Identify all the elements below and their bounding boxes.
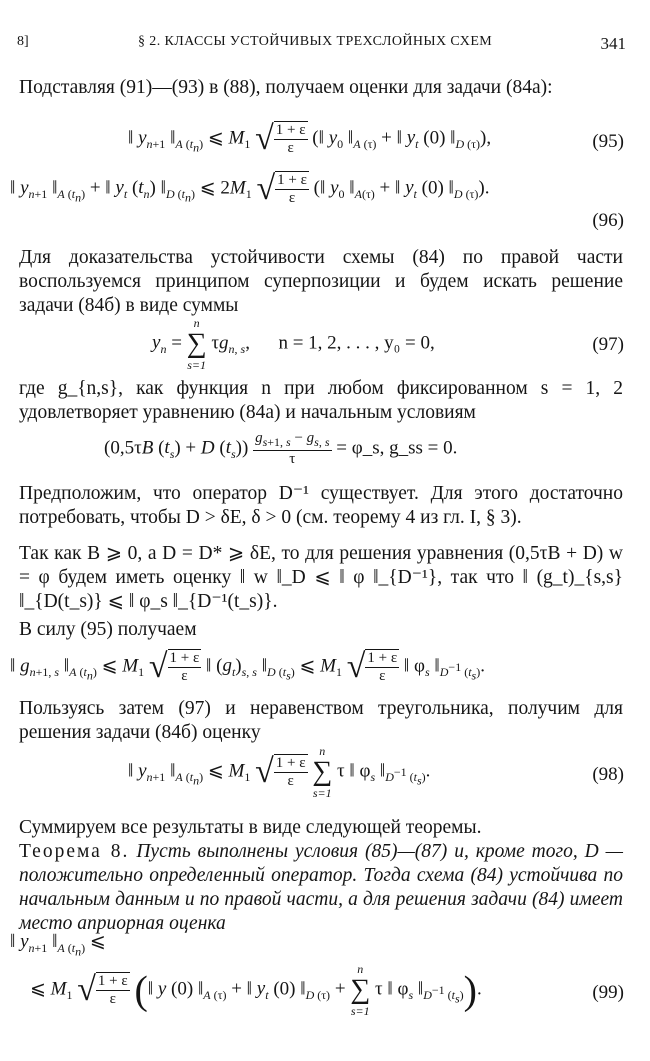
paragraph-estimate: Так как B ⩾ 0, а D = D* ⩾ δE, то для решения уравнения (0,5τB + D) w = φ будем иметь оценку ‖ w ‖_D ⩽ ‖ φ ‖_{D⁻¹}, так что ‖ (g_t)_{s,s} ‖_{D(t_s)} ⩽ ‖ φ_s ‖_{D⁻¹(t_s)}. xyxy=(19,543,623,612)
running-header: § 2. КЛАССЫ УСТОЙЧИВЫХ ТРЕХСЛОЙНЫХ СХЕМ xyxy=(138,34,493,49)
paragraph-summary: Суммируем все результаты в виде следующей теоремы. xyxy=(19,817,482,838)
equation-97: $y_n$ = n ∑ s=1 $\tau g_{n, s}$, n = 1, 2, . . . , y₀ = 0, xyxy=(152,316,435,372)
equation-99: ⩽ $M_1$ √ $\frac{1 + \varepsilon}{\varepsilon}$ (‖ y (0) $‖_{A (\tau)}$ + ‖ $y_t$ (0) $‖_{D (\tau)}$ + n ∑ s=1 τ ‖ $\varphi_s$ $‖_{D^{-1} (t_s)}$). xyxy=(30,962,482,1018)
theorem-text: Пусть выполнены условия (85)—(87) и, кроме того, D — положительно определенный оператор. Тогда схема (84) устойчива по начальным данным и по правой части, а для решения задачи (84) имеет место априорная оценка xyxy=(19,841,624,934)
paragraph-triangle-inequality: Пользуясь затем (97) и неравенством треугольника, получим для решения задачи (84б) оценку xyxy=(19,698,623,743)
equation-97-tail: n = 1, 2, . . . , y₀ = 0, xyxy=(278,332,435,354)
paragraph-substitution: Подставляя (91)—(93) в (88), получаем оценки для задачи (84а): xyxy=(19,77,553,98)
paragraph-g-definition: где g_{n,s}, как функция n при любом фиксированном s = 1, 2 удовлетворяет уравнению (84а) и начальным условиям xyxy=(19,378,623,423)
equation-99-first-line: ‖ $y_{n+1}$ $‖_{A (t_n)}$ ⩽ xyxy=(10,931,106,959)
equation-98-number: (98) xyxy=(592,764,624,785)
equation-95: ‖ $y_{n+1}$ $‖_{A (t_n)}$ ⩽ $M_1$ √ $\frac{1 + \varepsilon}{\varepsilon}$ (‖ $y_0$ $‖_{A (\tau)}$ + ‖ $y_t$ (0) $‖_{D (\tau)}$), xyxy=(128,120,492,157)
equation-98: ‖ $y_{n+1}$ $‖_{A (t_n)}$ ⩽ $M_1$ √ $\frac{1 + \varepsilon}{\varepsilon}$ n ∑ s=1 τ ‖ $\varphi_s$ $‖_{D^{-1} (t_s)}$. xyxy=(128,744,431,800)
paragraph-superposition: Для доказательства устойчивости схемы (84) по правой части воспользуемся принципом суперпозиции и будем искать решение задачи (84б) в виде суммы xyxy=(19,247,623,316)
equation-95-number: (95) xyxy=(592,131,624,152)
equation-96-number: (96) xyxy=(592,210,624,231)
equation-initial-condition: (0,5τB $(t_s) + D$ $(t_s)$) $\frac{g_{s+1, s} - g_{s, s}}{\tau}$ = φ_s, g_ss = 0. xyxy=(104,430,458,467)
paragraph-operator-inverse: Предположим, что оператор D⁻¹ существует. Для этого достаточно потребовать, чтобы D > δE, δ > 0 (см. теорему 4 из гл. I, § 3). xyxy=(19,483,623,528)
theorem-label: Теорема 8. xyxy=(19,841,130,862)
equation-96: ‖ $y_{n+1}$ $‖_{A (t_n)}$ + ‖ $y_t$ $(t_n)$ $‖_{D (t_n)}$ ⩽ $2M_1$ √ $\frac{1 + \varepsilon}{\varepsilon}$ (‖ $y_0$ $‖_{A(\tau)}$ + ‖ $y_t$ (0) $‖_{D (\tau)}$). xyxy=(10,170,490,207)
paragraph-by-95: В силу (95) получаем xyxy=(19,619,197,640)
equation-g-estimate: ‖ $g_{n+1, s}$ $‖_{A (t_n)}$ ⩽ $M_1$ √ $\frac{1 + \varepsilon}{\varepsilon}$ ‖ $(g_t)_{s, s}$ $‖_{D (t_s)}$ ⩽ $M_1$ √ $\frac{1 + \varepsilon}{\varepsilon}$ ‖ $\varphi_s$ $‖_{D^{-1} (t_s)}$. xyxy=(10,648,485,685)
page-number: 341 xyxy=(600,34,626,53)
equation-condition-tail: = φ_s, g_ss = 0. xyxy=(336,437,458,459)
equation-99-number: (99) xyxy=(592,982,624,1003)
theorem-8 xyxy=(19,840,623,936)
chapter-marker: 8] xyxy=(17,34,29,49)
equation-97-number: (97) xyxy=(592,334,624,355)
